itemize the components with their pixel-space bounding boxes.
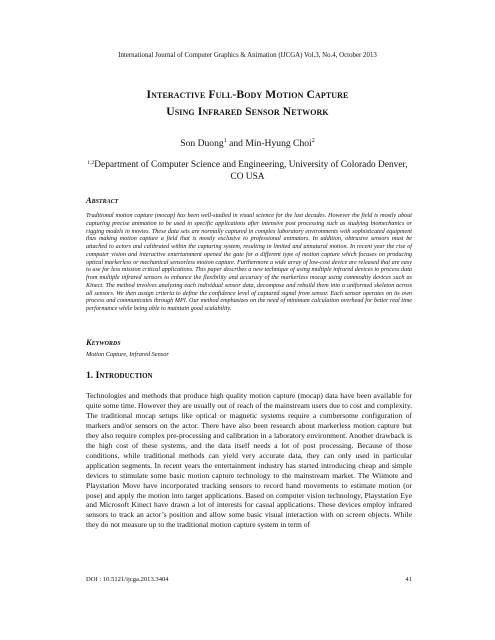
author-1-mark: 1: [223, 138, 227, 144]
paper-title-line-1: Interactive Full-Body Motion Capture: [146, 88, 349, 101]
journal-running-head: International Journal of Computer Graphics & Animation (IJCGA) Vol.3, No.4, October 2013: [118, 52, 377, 59]
author-1-name: Son Duong: [180, 138, 224, 149]
affiliation-mark: 1,2: [87, 160, 95, 166]
abstract-heading: Abstract: [86, 196, 119, 205]
doi-link[interactable]: DOI : 10.5121/ijcga.2013.3404: [86, 576, 169, 583]
abstract-body: Traditional motion capture (mocap) has been well-studied in visual science for the last decades. However the field is mostly about capturing precise animation to be used in specific applications after intensive post processing such as studying biomechanics or rigging models in movies. These data sets are normally captured in complex laboratory environments with sophisticated equipment thus making motion capture a field that is mostly exclusive to professional animators. In addition, obtrusive sensors must be attached to actors and calibrated within the capturing system, resulting in limited and unnatural motion. In recent year the rise of computer vision and interactive entertainment opened the gate for a different type of motion capture which focuses on producing optical markerless or mechanical sensorless motion capture. Furthermore a wide array of low-cost device are released that are easy to use for less mission critical applications. This paper describes a new technique of using multiple infrared devices to process data from multiple infrared sensors to enhance the flexibility and accuracy of the markerless mocap using commodity devices such as Kinect. The method involves analyzing each individual sensor data, decompose and rebuild them into a uniformed skeleton across all sensors. We then assign criteria to define the confidence level of captured signal from sensor. Each sensor operates on its own process and communicates through MPI. Our method emphasizes on the need of minimum calculation overhead for better real time performance while being able to maintain good scalability.: [86, 213, 412, 312]
paper-title: [60, 86, 435, 120]
introduction-heading: 1. Introduction: [86, 370, 153, 381]
page-number: 41: [405, 576, 412, 583]
affiliation: [80, 157, 415, 183]
author-list: [0, 138, 495, 149]
author-2-name: Min-Hyung Choi: [245, 138, 312, 149]
keywords-body: Motion Capture, Infrared Sensor: [86, 351, 169, 358]
author-connector: and: [226, 138, 246, 149]
affiliation-text: Department of Computer Science and Engineering, University of Colorado Denver, CO USA: [94, 160, 408, 182]
author-2-mark: 2: [311, 138, 315, 144]
introduction-body: Technologies and methods that produce high quality motion capture (mocap) data have been available for quite some time. However they are usually out of reach of the mainstream users due to cost and complexity. The traditional mocap setups like optical or magnetic systems require a cumbersome configuration of markers and/or sensors on the actor. There have also been research about markerless motion capture but they also require complex pre-processing and calibration in a laboratory environment. Another drawback is the high cost of these systems, and the data itself needs a lot of post processing. Because of those conditions, while traditional methods can yield very accurate data, they can only used in particular application segments. In recent years the entertainment industry has started introducing cheap and simple devices to stimulate some basic motion capture technology to the mainstream market. The Wiimote and Playstation Move have incorporated tracking sensors to record hand movements to estimate motion (or pose) and apply the motion into target applications. Based on computer vision technology, Playstation Eye and Microsoft Kinect have drawn a lot of interests for casual applications. These devices employ infrared sensors to track an actor’s position and allow some basic visual interaction with on screen objects. While they do not measure up to the traditional motion capture system in term of: [86, 391, 412, 530]
keywords-heading: Keywords: [86, 338, 121, 347]
paper-title-line-2: Using Infrared Sensor Network: [166, 105, 329, 118]
